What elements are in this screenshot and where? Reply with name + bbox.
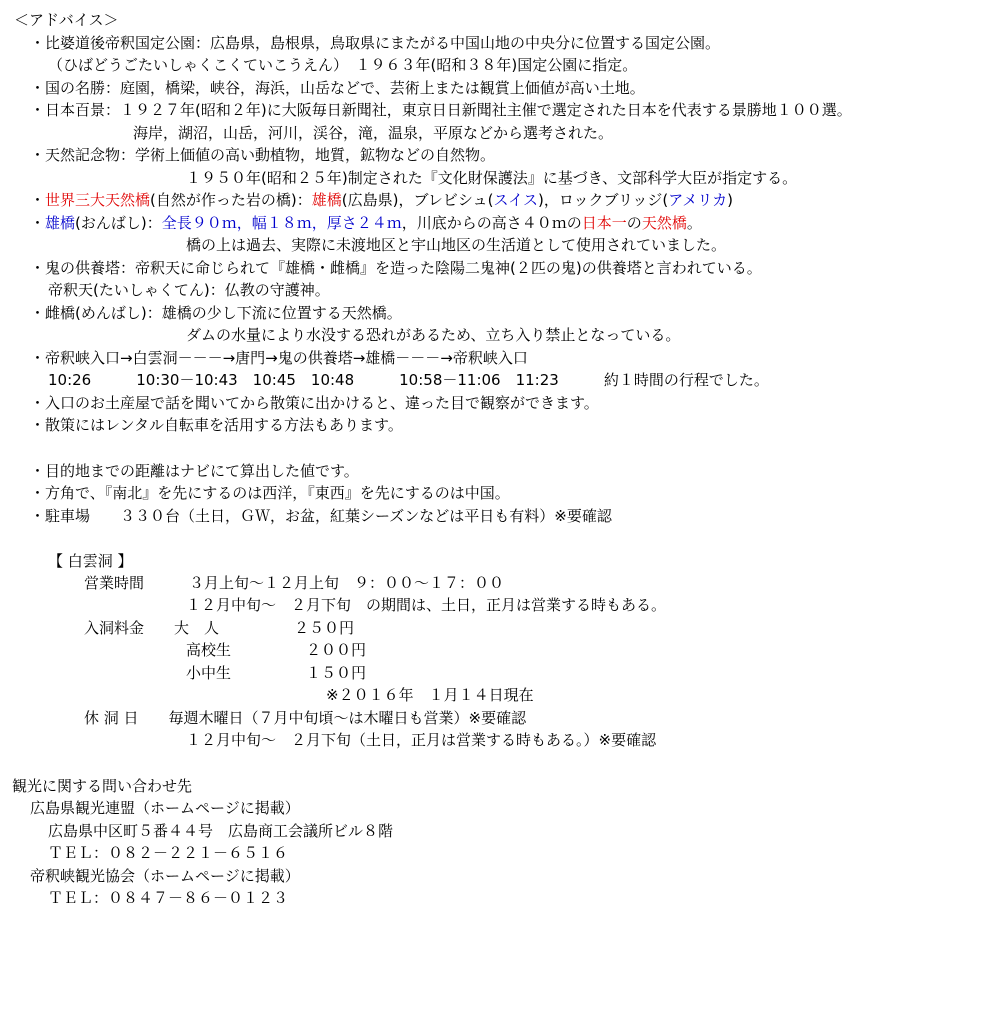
doc-line bbox=[48, 55, 637, 75]
doc-line bbox=[48, 843, 288, 863]
text-run: ・目的地までの距離はナビにて算出した値です。 bbox=[30, 462, 359, 480]
text-run: )，ロックブリッジ( bbox=[538, 191, 669, 209]
text-run: 帝釈峡観光協会（ホームページに掲載） bbox=[30, 867, 300, 885]
doc-line bbox=[186, 168, 797, 188]
text-run: 営業時間 ３月上旬～１２月上旬 ９：００～１７：００ bbox=[84, 574, 505, 592]
text-run: ・鬼の供養塔：帝釈天に命じられて『雄橋・雌橋』を造った陰陽二鬼神(２匹の鬼)の供養塔と言われている。 bbox=[30, 259, 762, 277]
text-run: ※２０１６年 １月１４日現在 bbox=[326, 686, 534, 704]
doc-line bbox=[12, 776, 192, 796]
doc-line bbox=[186, 663, 366, 683]
doc-line bbox=[30, 100, 852, 120]
doc-line bbox=[326, 685, 534, 705]
text-run: (広島県)，ブレビシュ( bbox=[341, 191, 494, 209]
text-run: 入洞料金 大 人 ２５０円 bbox=[84, 619, 355, 637]
text-run: １２月中旬～ ２月下旬（土日，正月は営業する時もある。）※要確認 bbox=[186, 731, 657, 749]
text-run: ・散策にはレンタル自転車を活用する方法もあります。 bbox=[30, 416, 403, 434]
text-run: （ひばどうごたいしゃくこくていこうえん） １９６３年(昭和３８年)国定公園に指定。 bbox=[48, 56, 638, 74]
emphasis-text: 全長９０ｍ，幅１８ｍ，厚さ２４ｍ bbox=[161, 214, 402, 232]
text-run: １２月中旬～ ２月下旬 の期間は、土日，正月は営業する時もある。 bbox=[186, 596, 667, 614]
doc-line bbox=[30, 506, 612, 526]
text-run: 高校生 ２００円 bbox=[186, 641, 367, 659]
doc-line bbox=[48, 370, 769, 390]
text-run: ・比婆道後帝釈国定公園：広島県，島根県，鳥取県にまたがる中国山地の中央分に位置する国定公園。 bbox=[30, 34, 721, 52]
text-run: ・駐車場 ３３０台（土日，ＧＷ，お盆，紅葉シーズンなどは平日も有料）※要確認 bbox=[30, 507, 612, 525]
text-run: ＴＥＬ：０８２－２２１－６５１６ bbox=[48, 844, 289, 862]
doc-line bbox=[30, 798, 300, 818]
doc-line bbox=[30, 33, 720, 53]
doc-line bbox=[30, 213, 702, 233]
text-run: ・国の名勝：庭園，橋梁，峡谷，海浜，山岳などで、芸術上または観賞上価値が高い土地。 bbox=[30, 79, 645, 97]
doc-line bbox=[48, 888, 288, 908]
text-run: ・帝釈峡入口→白雲洞－－－→唐門→鬼の供養塔→雄橋－－－→帝釈峡入口 bbox=[30, 349, 528, 367]
text-run: の bbox=[626, 214, 642, 232]
text-run: 橋の上は過去、実際に未渡地区と宇山地区の生活道として使用されていました。 bbox=[186, 236, 727, 254]
text-run: ＜アドバイス＞ bbox=[14, 11, 119, 29]
emphasis-text: スイス bbox=[493, 191, 538, 209]
doc-line bbox=[30, 461, 359, 481]
doc-line bbox=[30, 348, 528, 368]
text-run: 小中生 １５０円 bbox=[186, 664, 367, 682]
doc-line bbox=[186, 235, 726, 255]
text-run: ・天然記念物：学術上価値の高い動植物，地質，鉱物などの自然物。 bbox=[30, 146, 496, 164]
text-run: ダムの水量により水没する恐れがあるため、立ち入り禁止となっている。 bbox=[186, 326, 681, 344]
doc-line bbox=[186, 595, 666, 615]
text-run: １９５０年(昭和２５年)制定された『文化財保護法』に基づき、文部科学大臣が指定する。 bbox=[186, 169, 798, 187]
doc-line bbox=[30, 483, 510, 503]
text-run: 休 洞 日 毎週木曜日（７月中旬頃～は木曜日も営業）※要確認 bbox=[84, 709, 527, 727]
emphasis-text: 日本一 bbox=[581, 214, 627, 232]
emphasis-text: 世界三大天然橋 bbox=[45, 191, 151, 209]
text-run: 広島県観光連盟（ホームページに掲載） bbox=[30, 799, 300, 817]
doc-line bbox=[30, 145, 495, 165]
text-run: ・日本百景：１９２７年(昭和２年)に大阪毎日新聞社，東京日日新聞社主催で選定された日本を代表する景勝地１００選。 bbox=[30, 101, 852, 119]
doc-line bbox=[30, 866, 300, 886]
doc-line bbox=[186, 730, 656, 750]
text-run: ＴＥＬ：０８４７－８６－０１２３ bbox=[48, 889, 289, 907]
text-run: 観光に関する問い合わせ先 bbox=[12, 777, 193, 795]
text-run: 【 白雲洞 】 bbox=[48, 552, 133, 570]
doc-line bbox=[30, 393, 599, 413]
text-run: ) bbox=[727, 191, 734, 209]
text-run: ・雌橋(めんばし)：雄橋の少し下流に位置する天然橋。 bbox=[30, 304, 402, 322]
emphasis-text: アメリカ bbox=[668, 191, 728, 209]
doc-line bbox=[30, 303, 402, 323]
text-run: 10:26 10:30－10:43 10:45 10:48 10:58－11:06 11:23 約１時間の行程でした。 bbox=[48, 371, 769, 389]
text-run: ・入口のお土産屋で話を聞いてから散策に出かけると、違った目で観察ができます。 bbox=[30, 394, 599, 412]
emphasis-text: 天然橋 bbox=[641, 214, 687, 232]
text-run: 海岸，湖沼，山岳，河川，渓谷，滝，温泉，平原などから選考された。 bbox=[133, 124, 614, 142]
doc-line bbox=[48, 551, 133, 571]
emphasis-text: 雄橋 bbox=[45, 214, 76, 232]
text-run: ・ bbox=[30, 214, 46, 232]
doc-line bbox=[186, 325, 680, 345]
doc-line bbox=[30, 78, 645, 98]
emphasis-text: 雄橋 bbox=[311, 191, 342, 209]
text-run: (自然が作った岩の橋)： bbox=[150, 191, 312, 209]
text-run: ・ bbox=[30, 191, 46, 209]
doc-line bbox=[48, 280, 330, 300]
text-run: 。 bbox=[686, 214, 702, 232]
text-run: 帝釈天(たいしゃくてん)：仏教の守護神。 bbox=[48, 281, 330, 299]
doc-line bbox=[48, 821, 393, 841]
text-run: ，川底からの高さ４０ｍの bbox=[401, 214, 582, 232]
doc-line bbox=[84, 573, 504, 593]
doc-line bbox=[133, 123, 613, 143]
doc-line bbox=[30, 258, 762, 278]
text-run: (おんばし)： bbox=[75, 214, 162, 232]
doc-line bbox=[186, 640, 366, 660]
doc-line bbox=[14, 10, 119, 30]
text-run: ・方角で、『南北』を先にするのは西洋，『東西』を先にするのは中国。 bbox=[30, 484, 510, 502]
text-run: 広島県中区町５番４４号 広島商工会議所ビル８階 bbox=[48, 822, 394, 840]
doc-line bbox=[84, 708, 526, 728]
doc-line bbox=[30, 415, 403, 435]
doc-line bbox=[84, 618, 354, 638]
doc-line bbox=[30, 190, 733, 210]
